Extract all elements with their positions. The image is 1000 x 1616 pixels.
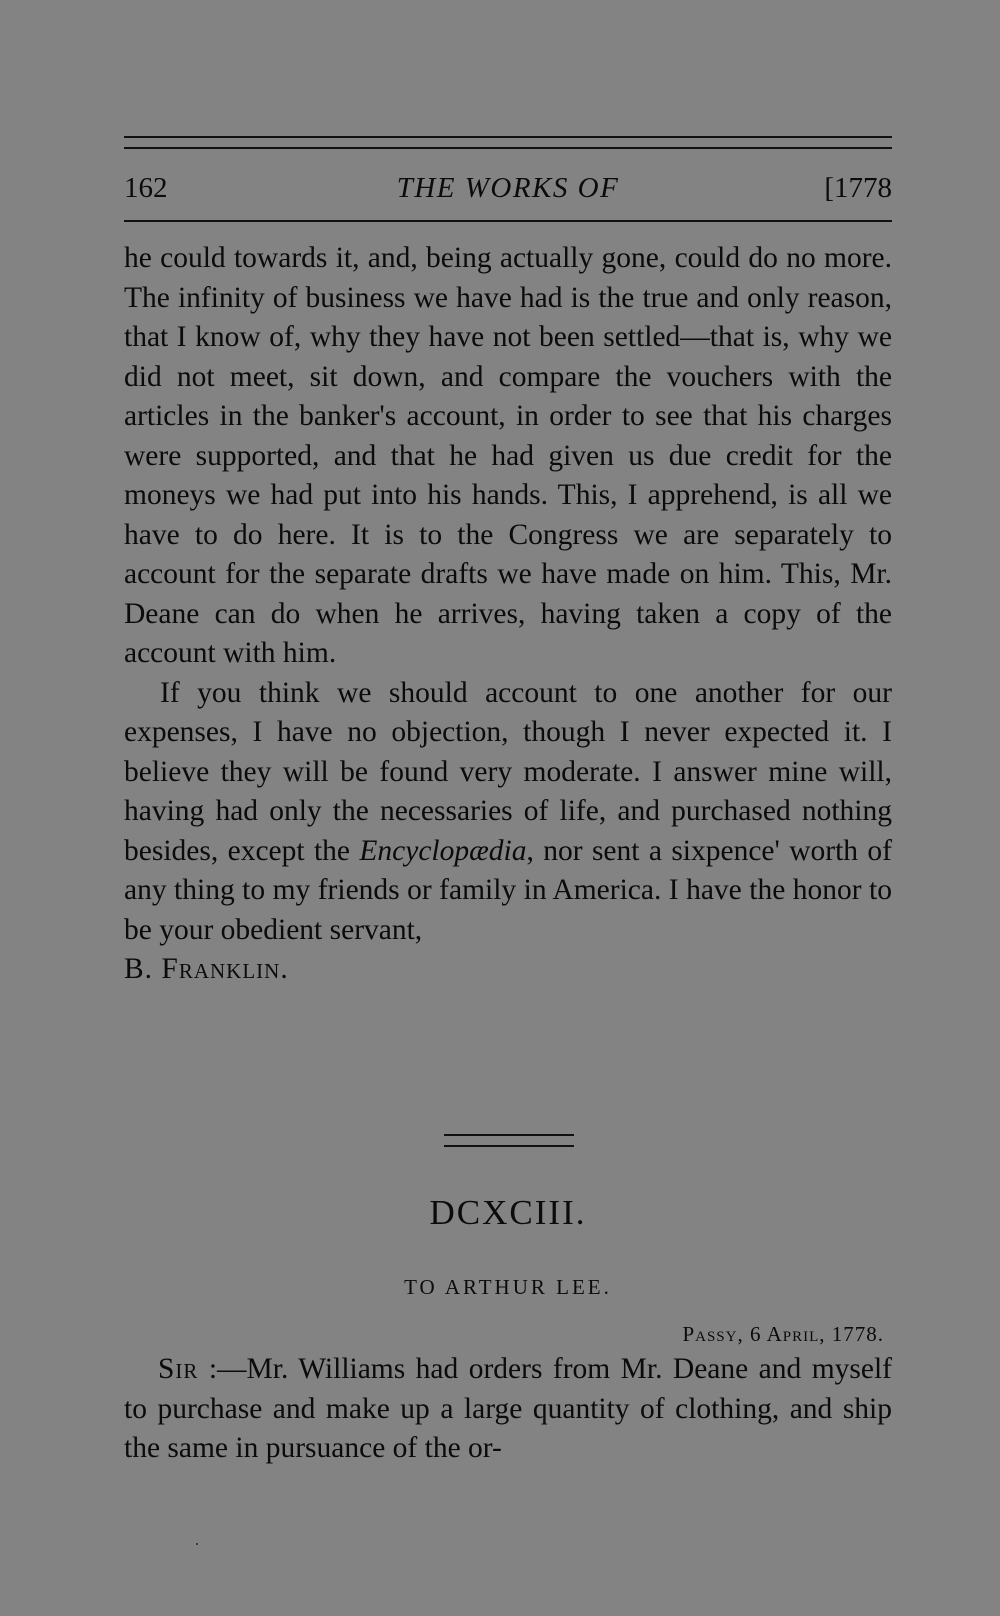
paragraph-expenses — [124, 674, 892, 951]
letter-dateline: Passy, 6 April, 1778. — [682, 1322, 884, 1346]
running-title: THE WORKS OF — [396, 172, 620, 204]
letter-addressee: TO ARTHUR LEE. — [404, 1275, 612, 1299]
signature-name: B. Franklin. — [124, 953, 289, 985]
section-divider — [444, 1134, 574, 1147]
paragraph-continued: he could towards it, and, being actually gone, could do no more. The infinity of business we have had is the true and only reason, that I know of, why they have not been settled—that is, why we did not meet, sit down, and compare the vouchers with the articles in the banker's account, in order to see that his charges were supported, and that he had given us due credit for the moneys we had put into his hands. This, I apprehend, is all we have to do here. It is to the Congress we are separately to account for the separate drafts we have made on him. This, Mr. Deane can do when he arrives, having taken a copy of the account with him. — [124, 242, 892, 669]
letter-continuation — [124, 239, 892, 990]
letter-number: DCXCIII. — [429, 1193, 587, 1232]
letter-opening-paragraph — [124, 1350, 892, 1469]
encyclopaedia-italic: Encyclopædia — [359, 834, 527, 867]
top-rule — [124, 136, 892, 138]
running-head — [124, 172, 892, 208]
page-number: 162 — [124, 172, 168, 204]
running-year: [1778 — [824, 172, 892, 204]
header-rule — [124, 220, 892, 222]
paragraph-text-end: , nor sent a sixpence' worth of any thing to my friends or family in America. I have the honor to be your obedient servant, — [124, 834, 892, 946]
letter-body — [124, 1350, 892, 1469]
letter-opening-text: :—Mr. Williams had orders from Mr. Deane and myself to purchase and make up a large quantity of clothing, and ship the same in pursuance of the or- — [124, 1353, 892, 1464]
signature — [124, 950, 892, 990]
top-rule-second — [124, 147, 892, 149]
paper-speck — [196, 1543, 198, 1545]
paragraph-text: If you think we should account to one another for our expenses, I have no objection, though I never expected it. I believe they will be found very moderate. I answer mine will, having had only the necessaries of life, and purchased nothing besides, except the — [124, 676, 892, 867]
salutation: Sir — [158, 1353, 199, 1385]
